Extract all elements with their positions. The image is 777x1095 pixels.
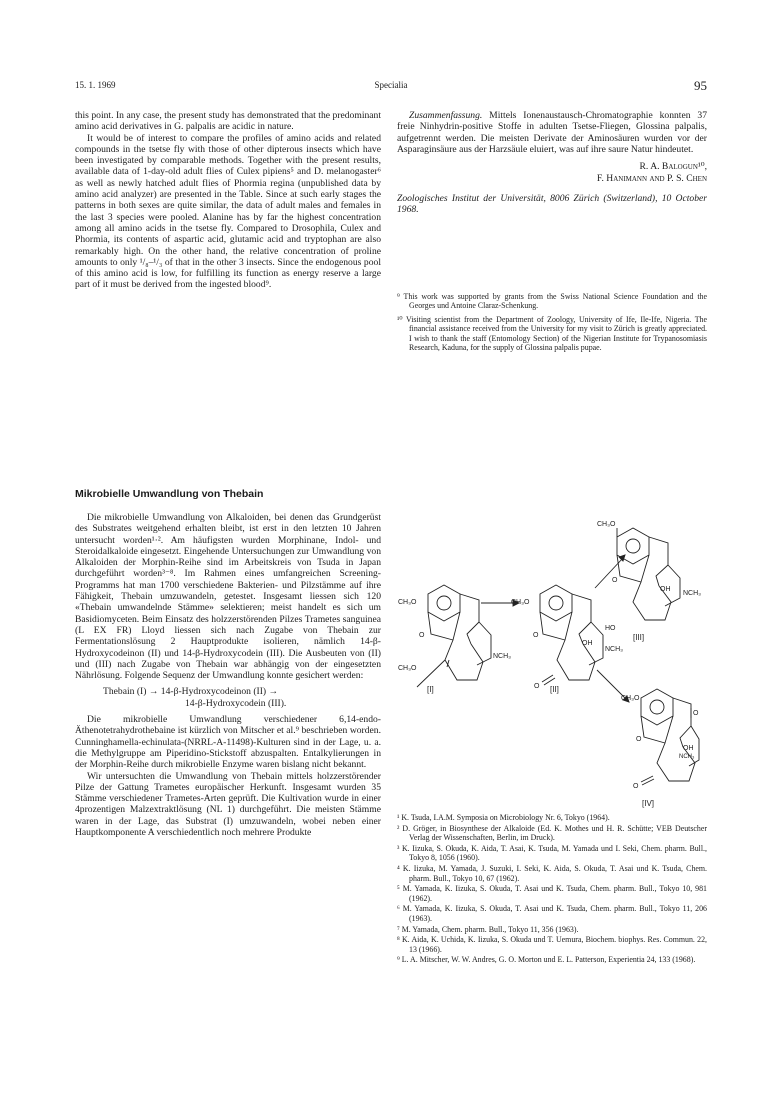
institute-affiliation: Zoologisches Institut der Universität, 8006 Zürich (Switzerland), 10 October 1968.: [397, 193, 707, 216]
paragraph: Die mikrobielle Umwandlung verschiedener 6,14-endo-Äthenotetrahydrothebaine ist kürzlich von Mitscher et al.⁹ beschrieben worden. Cunninghamella-echinulata-(NRRL-A-11498)-Kulturen sind in der Lage, u. a. die Methylgruppe am Piperidino-Stickstoff abzuspalten. Entalkylierungen in der Morphin-Reihe durch mikrobielle Enzyme waren bislang nicht bekannt.: [75, 714, 381, 771]
reaction-line: 14-β-Hydroxycodein (III).: [185, 697, 287, 709]
chem-label-nch3: NCH₃: [683, 590, 702, 597]
chem-label-o: O: [693, 710, 699, 717]
chem-label-o: O: [633, 783, 639, 790]
footnotes-top: [397, 292, 707, 356]
author-line: F. Hanimann and P. S. Chen: [596, 173, 707, 185]
paragraph: Die mikrobielle Umwandlung von Alkaloiden, bei denen das Grundgerüst des Substrates weitgehend erhalten bleibt, ist erst in den letzten 10 Jahren untersucht worden¹·². Am häufigsten wurden Morphinane, Indol- und Steroidalkaloide eingesetzt. Eingehende Untersuchungen zur Umwandlung von Alkaloiden der Morphin-Reihe sind im Arbeitskreis von Tsuda in Japan durchgeführt worden³⁻⁸. Im Rahmen eines umfangreichen Screening-Programms hat man 1700 verschiedene Bakterien- und Pilzstämme auf ihre Fähigkeit, Thebain umzuwandeln, getestet. Insgesamt liessen sich 120 «Thebain umwandelnde Stämme» selektieren; meist handelt es sich um Basidiomyceten. Beim Einsatz des holzzerstörenden Pilzes Trametes sanguinea (L EX FR) Lloyd liessen sich nach Zugabe von Thebain zur Fermentationslösung 2 Hauptprodukte isolieren, nämlich 14-β-Hydroxycodeinon (II) und 14-β-Hydroxycodein (III). Die Ausbeuten von (II) und (III) nach Zugabe von Thebain war abhängig von der eingesetzten Nährlösung. Folgende Sequenz der Umwandlung konnte gesichert werden:: [75, 512, 381, 682]
chem-label-o: O: [612, 577, 618, 584]
paragraph: this point. In any case, the present study has demonstrated that the predominant amino acid derivatives in G. palpalis are acidic in nature.: [75, 110, 381, 133]
reference-item: ⁴ K. Iizuka, M. Yamada, J. Suzuki, I. Seki, K. Aida, S. Okuda, T. Asai und K. Tsuda, Chem. pharm. Bull., Tokyo 10, 67 (1962).: [397, 863, 707, 883]
structure-label-II: [II]: [550, 685, 559, 694]
chem-label-o: O: [419, 632, 425, 639]
chem-label-o: O: [534, 683, 540, 690]
chem-label-oh: OH: [660, 586, 671, 593]
page-number: 95: [694, 78, 707, 93]
paragraph: It would be of interest to compare the profiles of amino acids and related compounds in the tsetse fly with those of other dipterous insects which have been investigated by comparable methods. Together with the present results, available data of 1-day-old adult flies of Culex pipiens⁵ and D. melanogaster⁶ as well as newly hatched adult flies of Phormia regina (unpublished data by amino acid analyzer) are presented in the Table. Since at such early stages the patterns in both sexes are quite similar, the data of adult males and females in the last 3 species were pooled. Alanine has by far the highest concentration among all amino acids in the tsetse fly. Compared to Drosophila, Culex and Phormia, its contents of aspartic acid, glutamic acid and tryptophan are also remarkably high. On the other hand, the relative concentration of proline amounts to only ¹/₈–¹/₃ of that in the other 3 insects. Since the endogenous pool of this amino acid is low, for fulfilling its function as energy reserve a large part of it must be derived from the ingested blood⁹.: [75, 132, 381, 291]
reaction-sequence: [75, 686, 381, 709]
chemical-structures: [395, 510, 707, 810]
reference-item: ¹ K. Tsuda, I.A.M. Symposia on Microbiology Nr. 6, Tokyo (1964).: [397, 813, 610, 822]
paragraph: Wir untersuchten die Umwandlung von Thebain mittels holzzerstörender Pilze der Gattung Trametes europäischer Herkunft. Insgesamt wurden 35 Stämme verschiedener Trametes-Arten geprüft. Die Kultivation wurde in einer 4prozentigen Malzextraktlösung (NL 1) durchgeführt. Die meisten Stämme waren in der Lage, das Substrat (I) umzuwandeln, wobei neben einer Hauptkomponente A verschiedentlich noch mehrere Produkte: [75, 770, 381, 839]
structure-label-I: [I]: [427, 685, 434, 694]
page-header: [75, 80, 707, 94]
chem-label-o: O: [636, 736, 642, 743]
issue-date: 15. 1. 1969: [75, 80, 116, 90]
summary-text: Mittels Ionenaustausch-Chromatographie konnten 37 freie Ninhydrin-positive Stoffe in adulten Tsetse-Fliegen, Glossina palpalis, aufgetrennt werden. Die meisten Derivate der Aminosäuren wurden vor der Asparaginsäure aus der Harzsäule eluiert, was auf ihre saure Natur hindeutet.: [397, 110, 707, 155]
chem-label-nch3: NCH₃: [605, 646, 624, 653]
structure-IV: [621, 689, 699, 808]
structure-label-IV: [IV]: [642, 799, 655, 808]
chem-label-nch3: NCH₃: [679, 754, 695, 760]
structure-label-III: [III]: [633, 633, 645, 642]
chem-label-och3: CH₃O: [398, 665, 417, 672]
chem-label-o: O: [533, 632, 539, 639]
chem-label-ho: HO: [605, 625, 616, 632]
structure-II: [511, 585, 623, 694]
structure-III: [597, 521, 701, 642]
chem-label-oh: OH: [582, 640, 593, 647]
summary-paragraph: [397, 110, 707, 155]
reaction-line: Thebain (I) → 14-β-Hydroxycodeinon (II) →: [103, 686, 279, 698]
structure-I: [398, 585, 511, 694]
reference-item: ⁵ M. Yamada, K. Iizuka, S. Okuda, T. Asai und K. Tsuda, Chem. pharm. Bull., Tokyo 10, 981 (1962).: [397, 884, 707, 903]
chem-label-oh: OH: [683, 745, 694, 752]
reference-item: ⁹ L. A. Mitscher, W. W. Andres, G. O. Morton und E. L. Patterson, Experientia 24, 133 (1968).: [397, 955, 696, 965]
chem-label-och3: CH₃O: [597, 521, 616, 528]
left-column-bottom: [75, 512, 381, 838]
references: [397, 813, 707, 966]
footnote: ¹⁰ Visiting scientist from the Department of Zoology, University of Ife, Ile-Ife, Nigeria. The financial assistance received from the University for my visit to Zürich is greatly appreciated. I wish to thank the staff (Entomology Section) of the Nigerian Institute for Trypanosomiasis Research, Kaduna, for the supply of Glossina palpalis pupae.: [397, 314, 707, 353]
summary-label: Zusammenfassung.: [409, 110, 483, 121]
authors: [397, 161, 707, 185]
section-title: Mikrobielle Umwandlung von Thebain: [75, 488, 264, 500]
reference-item: ⁶ M. Yamada, K. Iizuka, S. Okuda, T. Asai und K. Tsuda, Chem. pharm. Bull., Tokyo 11, 206 (1963).: [397, 904, 707, 923]
reaction-scheme: [395, 510, 707, 810]
chem-label-nch3: NCH₃: [493, 653, 512, 660]
author-line: R. A. Balogun¹⁰,: [639, 161, 707, 173]
reference-item: ³ K. Iizuka, S. Okuda, K. Aida, T. Asai, K. Tsuda, M. Yamada und I. Seki, Chem. pharm. Bull., Tokyo 8, 1056 (1960).: [397, 843, 707, 863]
left-column-top: [75, 110, 381, 291]
chem-label-och3: CH₃O: [621, 695, 640, 702]
reference-item: ⁷ M. Yamada, Chem. pharm. Bull., Tokyo 11, 356 (1963).: [397, 924, 579, 934]
chem-label-och3: CH₃O: [511, 599, 530, 606]
right-column-top: [397, 110, 707, 216]
reference-item: ⁸ K. Aida, K. Uchida, K. Iizuka, S. Okuda und T. Uemura, Biochem. biophys. Res. Commun. 22, 13 (1966).: [397, 935, 707, 954]
footnote: ⁹ This work was supported by grants from the Swiss National Science Foundation and the Georges und Antoine Claraz-Schenkung.: [397, 292, 707, 311]
reference-item: ² D. Gröger, in Biosynthese der Alkaloide (Ed. K. Mothes und H. R. Schütte; VEB Deutscher Verlag der Wissenschaften, Berlin, im Druck).: [397, 823, 707, 843]
section-name: Specialia: [374, 80, 408, 90]
chem-label-och3: CH₃O: [398, 599, 417, 606]
reaction-arrow: [595, 558, 623, 588]
